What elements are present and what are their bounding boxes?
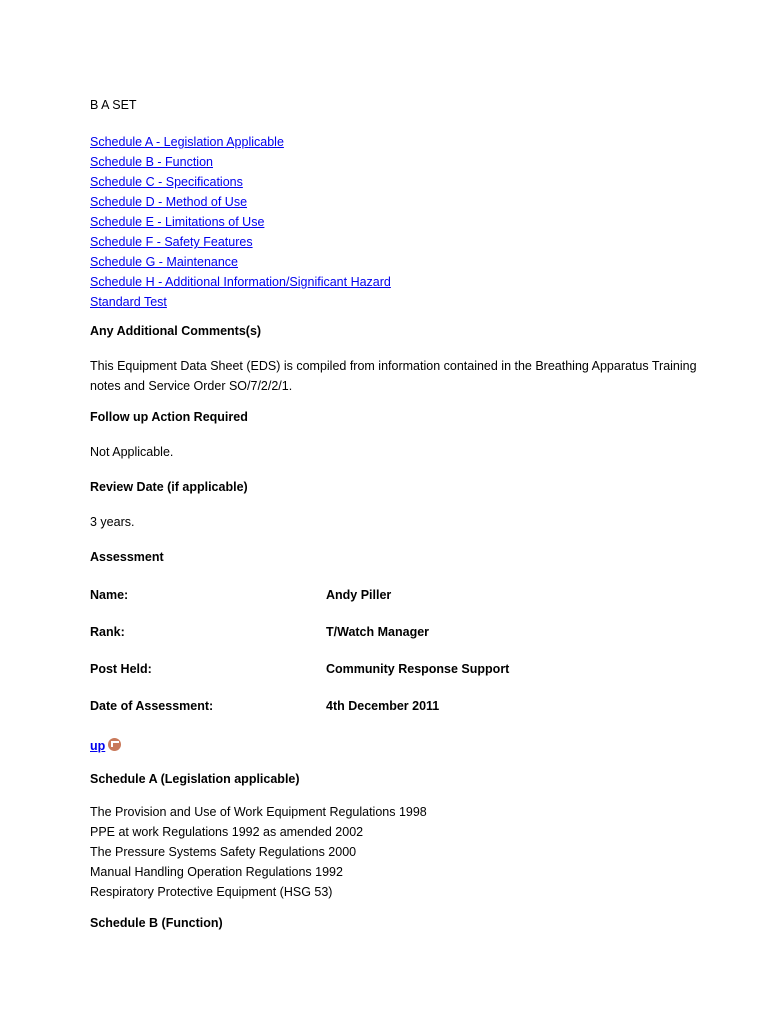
name-value: Andy Piller: [326, 588, 392, 602]
schedule-a-heading: Schedule A (Legislation applicable): [90, 772, 300, 786]
list-item: [90, 232, 730, 252]
list-item: [90, 152, 730, 172]
review-text: 3 years.: [90, 515, 135, 529]
name-label: Name:: [90, 588, 129, 602]
list-item: [90, 272, 730, 292]
rank-label: Rank:: [90, 625, 125, 639]
schedule-a-list: [90, 802, 730, 902]
list-item: [90, 212, 730, 232]
document-page: [90, 96, 730, 932]
assessment-table: [90, 586, 730, 734]
date-label: Date of Assessment:: [90, 699, 214, 713]
up-link-label: up: [90, 739, 106, 753]
list-item: [90, 132, 730, 152]
list-item: Respiratory Protective Equipment (HSG 53): [90, 885, 333, 899]
assessment-row-date: [90, 697, 730, 734]
post-value: Community Response Support: [326, 662, 510, 676]
schedule-d-link[interactable]: Schedule D - Method of Use: [90, 195, 248, 209]
assessment-heading: Assessment: [90, 550, 164, 564]
assessment-row-rank: [90, 623, 730, 660]
document-title: B A SET: [90, 98, 137, 112]
list-item: [90, 172, 730, 192]
pointing-hand-icon: [108, 738, 121, 751]
comments-text: This Equipment Data Sheet (EDS) is compiled from information contained in the Breathing Apparatus Training notes and Service Order SO/7/2/2/1.: [90, 359, 697, 393]
review-heading: Review Date (if applicable): [90, 480, 248, 494]
rank-value: T/Watch Manager: [326, 625, 430, 639]
list-item: Manual Handling Operation Regulations 1992: [90, 865, 343, 879]
comments-heading: Any Additional Comments(s): [90, 324, 262, 338]
schedule-b-link[interactable]: Schedule B - Function: [90, 155, 213, 169]
schedule-g-link[interactable]: Schedule G - Maintenance: [90, 255, 239, 269]
standard-test-link[interactable]: Standard Test: [90, 295, 167, 309]
schedule-e-link[interactable]: Schedule E - Limitations of Use: [90, 215, 265, 229]
schedule-a-link[interactable]: Schedule A - Legislation Applicable: [90, 135, 284, 149]
list-item: [90, 292, 730, 312]
list-item: PPE at work Regulations 1992 as amended 2002: [90, 825, 364, 839]
up-link[interactable]: [90, 739, 121, 753]
post-label: Post Held:: [90, 662, 152, 676]
assessment-row-name: [90, 586, 730, 623]
followup-heading: Follow up Action Required: [90, 410, 248, 424]
list-item: The Provision and Use of Work Equipment Regulations 1998: [90, 805, 427, 819]
schedule-b-heading: Schedule B (Function): [90, 916, 223, 930]
list-item: The Pressure Systems Safety Regulations 2000: [90, 845, 357, 859]
date-value: 4th December 2011: [326, 699, 440, 713]
up-link-row: [90, 736, 730, 756]
list-item: [90, 252, 730, 272]
followup-text: Not Applicable.: [90, 445, 174, 459]
schedule-h-link[interactable]: Schedule H - Additional Information/Significant Hazard: [90, 275, 391, 289]
schedule-f-link[interactable]: Schedule F - Safety Features: [90, 235, 253, 249]
list-item: [90, 192, 730, 212]
schedule-links-list: [90, 132, 730, 312]
schedule-c-link[interactable]: Schedule C - Specifications: [90, 175, 243, 189]
assessment-row-post: [90, 660, 730, 697]
